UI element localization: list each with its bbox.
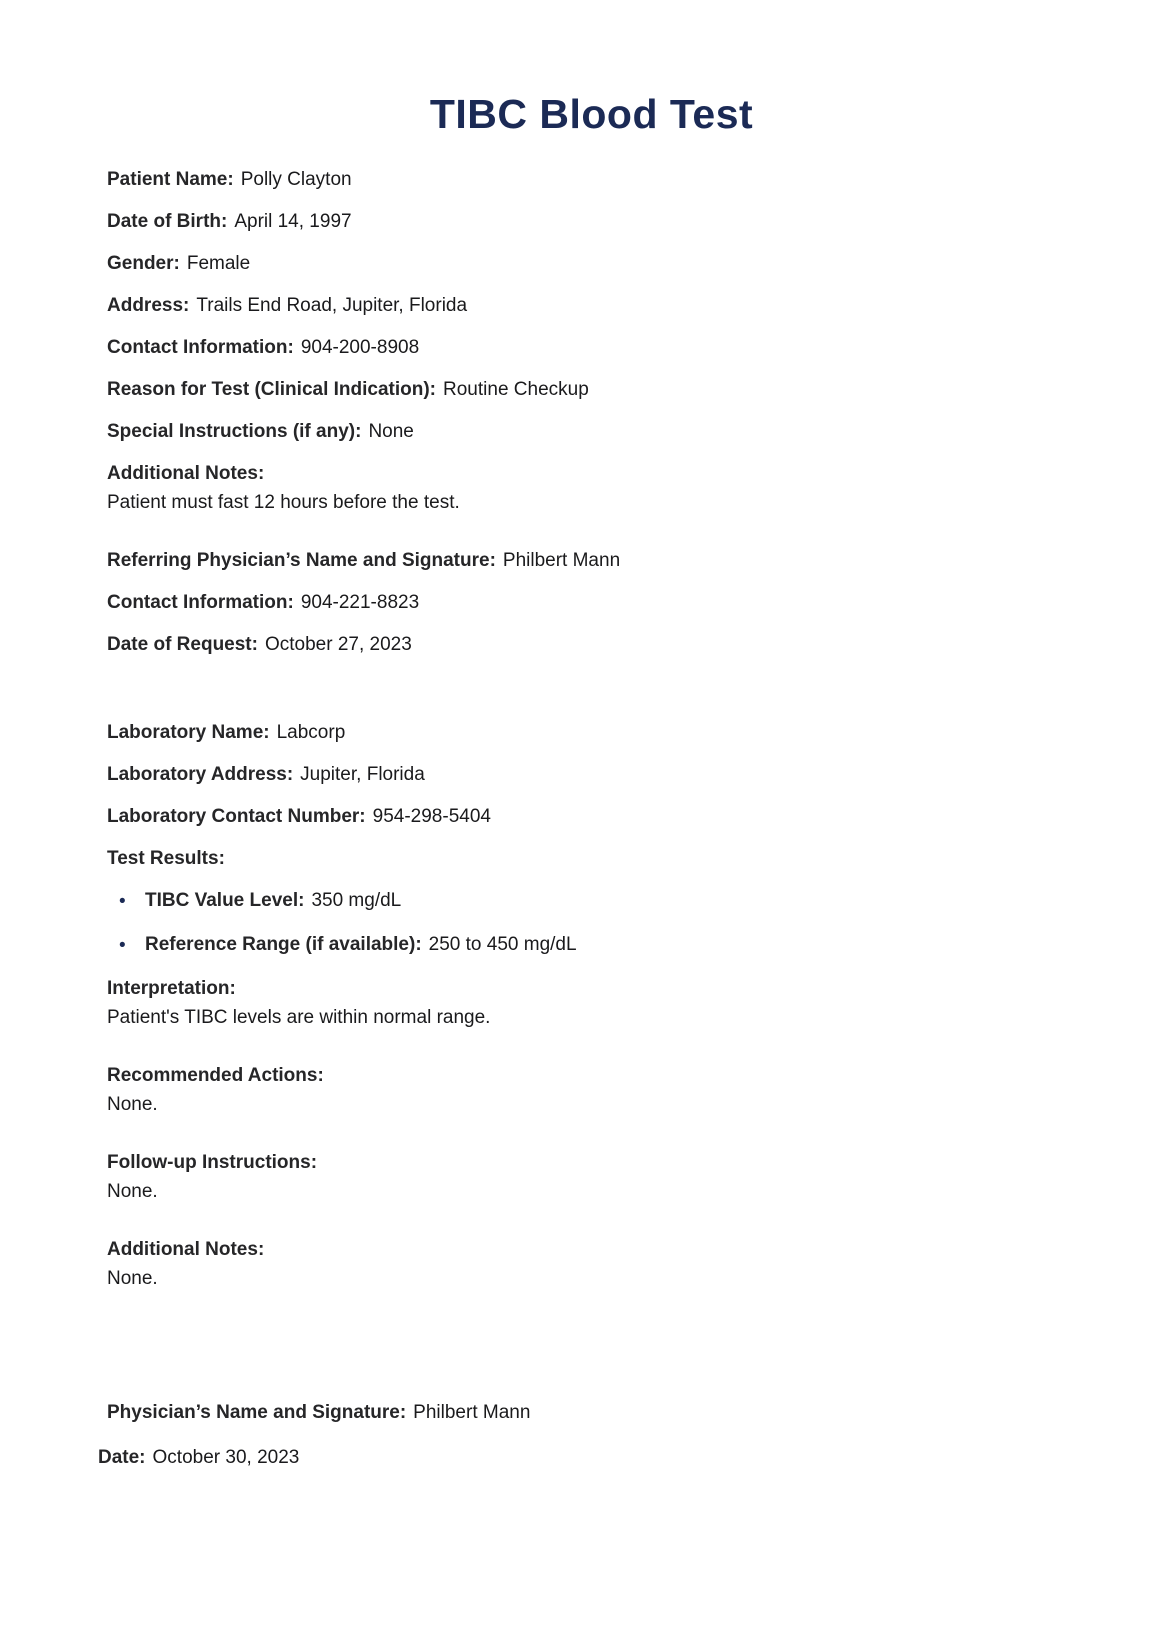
field-label: Date of Birth: bbox=[107, 211, 228, 232]
footer bbox=[98, 1401, 1076, 1470]
block-interpretation bbox=[107, 977, 1076, 1030]
field-physician-signature bbox=[107, 1401, 1076, 1425]
result-value: 250 to 450 mg/dL bbox=[428, 934, 577, 955]
field-referring-physician bbox=[107, 549, 1076, 573]
bullet-icon: • bbox=[119, 935, 126, 956]
bullet-icon: • bbox=[119, 891, 126, 912]
page-title: TIBC Blood Test bbox=[429, 91, 754, 137]
field-value: Female bbox=[186, 253, 251, 274]
result-label: Reference Range (if available): bbox=[145, 934, 422, 955]
field-date-of-request bbox=[107, 633, 1076, 657]
field-value: Trails End Road, Jupiter, Florida bbox=[196, 295, 468, 316]
field-laboratory-address bbox=[107, 763, 1076, 787]
block-label: Recommended Actions: bbox=[107, 1065, 324, 1086]
field-label: Patient Name: bbox=[107, 169, 234, 190]
field-label: Gender: bbox=[107, 253, 180, 274]
field-value: Labcorp bbox=[276, 722, 346, 743]
block-label: Additional Notes: bbox=[107, 1239, 265, 1260]
field-value: Polly Clayton bbox=[240, 169, 352, 190]
test-results-list bbox=[107, 889, 1076, 957]
field-value: None bbox=[368, 421, 414, 442]
block-follow-up-instructions bbox=[107, 1151, 1076, 1204]
block-text: Patient's TIBC levels are within normal range. bbox=[107, 1007, 491, 1028]
field-value: Philbert Mann bbox=[413, 1402, 531, 1423]
field-laboratory-name bbox=[107, 721, 1076, 745]
block-recommended-actions bbox=[107, 1064, 1076, 1117]
field-address bbox=[107, 294, 1076, 318]
block-label: Interpretation: bbox=[107, 978, 236, 999]
field-report-date bbox=[98, 1446, 1076, 1470]
block-additional-notes-patient bbox=[107, 462, 1076, 515]
field-label: Special Instructions (if any): bbox=[107, 421, 362, 442]
field-value: October 30, 2023 bbox=[152, 1447, 300, 1468]
field-label: Laboratory Name: bbox=[107, 722, 270, 743]
field-gender bbox=[107, 252, 1076, 276]
field-label: Contact Information: bbox=[107, 337, 294, 358]
field-label: Date of Request: bbox=[107, 634, 258, 655]
field-referring-contact bbox=[107, 591, 1076, 615]
result-tibc-value bbox=[119, 889, 1076, 913]
field-contact-information bbox=[107, 336, 1076, 360]
test-results-heading bbox=[107, 847, 1076, 871]
field-value: 954-298-5404 bbox=[372, 806, 491, 827]
field-value: April 14, 1997 bbox=[234, 211, 352, 232]
field-value: 904-221-8823 bbox=[300, 592, 420, 613]
field-reason-for-test bbox=[107, 378, 1076, 402]
block-label: Follow-up Instructions: bbox=[107, 1152, 318, 1173]
block-text: None. bbox=[107, 1181, 158, 1202]
result-label: TIBC Value Level: bbox=[145, 890, 305, 911]
field-label: Physician’s Name and Signature: bbox=[107, 1402, 407, 1423]
result-reference-range bbox=[119, 933, 1076, 957]
field-value: Philbert Mann bbox=[502, 550, 621, 571]
block-additional-notes-lab bbox=[107, 1238, 1076, 1291]
block-text: None. bbox=[107, 1268, 158, 1289]
field-label: Test Results: bbox=[107, 848, 225, 869]
field-label: Laboratory Address: bbox=[107, 764, 294, 785]
field-laboratory-contact bbox=[107, 805, 1076, 829]
field-label: Reason for Test (Clinical Indication): bbox=[107, 379, 437, 400]
field-date-of-birth bbox=[107, 210, 1076, 234]
field-label: Contact Information: bbox=[107, 592, 294, 613]
field-patient-name bbox=[107, 168, 1076, 192]
field-value: Routine Checkup bbox=[443, 379, 589, 400]
field-value: Jupiter, Florida bbox=[300, 764, 425, 785]
field-label: Referring Physician’s Name and Signature: bbox=[107, 550, 496, 571]
field-label: Laboratory Contact Number: bbox=[107, 806, 366, 827]
field-special-instructions bbox=[107, 420, 1076, 444]
field-label: Address: bbox=[107, 295, 190, 316]
block-text: None. bbox=[107, 1094, 158, 1115]
result-value: 350 mg/dL bbox=[311, 890, 402, 911]
field-value: 904-200-8908 bbox=[300, 337, 420, 358]
block-label: Additional Notes: bbox=[107, 463, 265, 484]
field-value: October 27, 2023 bbox=[264, 634, 412, 655]
block-text: Patient must fast 12 hours before the test. bbox=[107, 492, 460, 513]
field-label: Date: bbox=[98, 1447, 146, 1468]
